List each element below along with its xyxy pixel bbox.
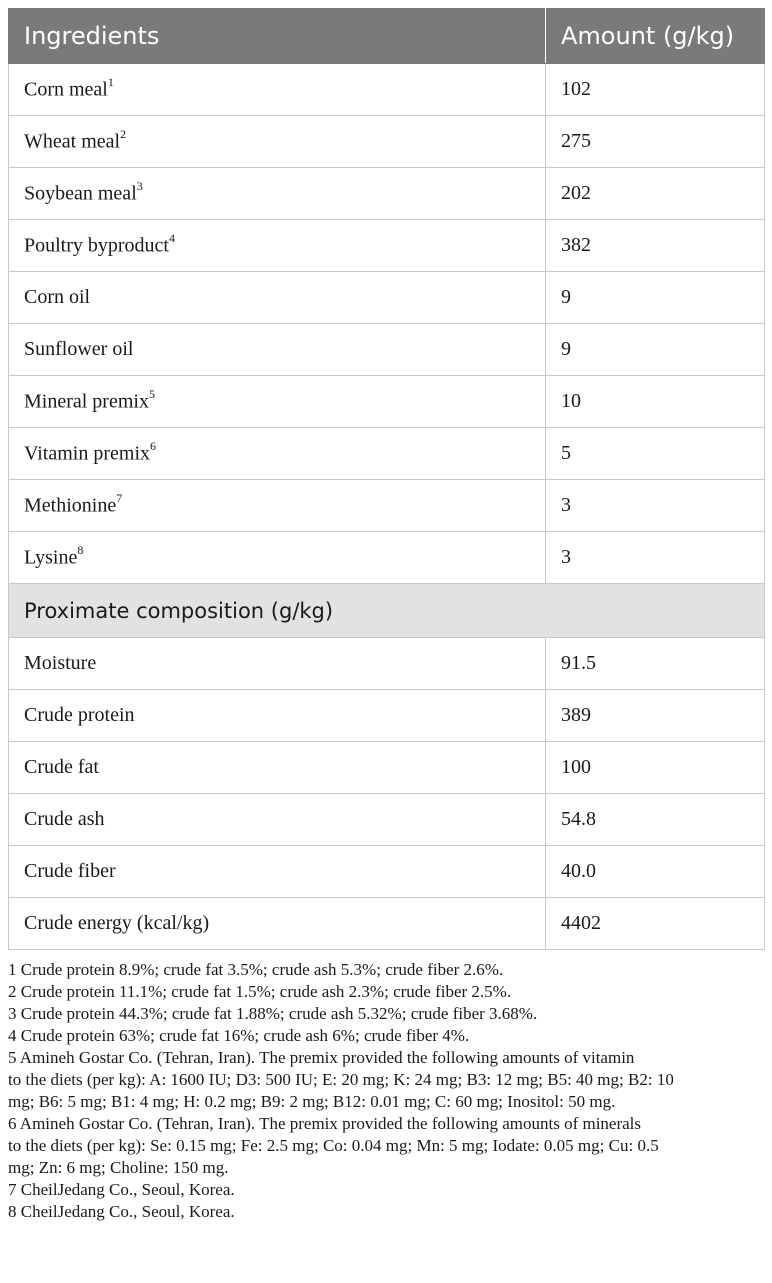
table-row [9, 480, 765, 532]
table-row [9, 324, 765, 376]
header-ingredients: Ingredients [9, 9, 546, 64]
footnote-5-line: mg; B6: 5 mg; B1: 4 mg; H: 0.2 mg; B9: 2 mg; B12: 0.01 mg; C: 60 mg; Inositol: 50 mg. [8, 1092, 616, 1111]
footnote-5 [8, 1047, 768, 1113]
composition-amount: 4402 [546, 898, 765, 950]
ingredient-amount: 382 [546, 220, 765, 272]
footnote-6-line: 6 Amineh Gostar Co. (Tehran, Iran). The premix provided the following amounts of minerals [8, 1114, 642, 1133]
ingredient-amount: 202 [546, 168, 765, 220]
table-row [9, 846, 765, 898]
ingredient-name: Mineral premix$^5$ [9, 376, 546, 428]
ingredient-name: Soybean meal$^3$ [9, 168, 546, 220]
table-row [9, 168, 765, 220]
diet-composition-table [8, 8, 765, 950]
ingredient-name: Poultry byproduct$^4$ [9, 220, 546, 272]
table-row [9, 220, 765, 272]
ingredient-name: Vitamin premix$^6$ [9, 428, 546, 480]
composition-amount: 40.0 [546, 846, 765, 898]
footnote-8: 8 CheilJedang Co., Seoul, Korea. [8, 1202, 235, 1221]
ingredient-name: Sunflower oil [9, 324, 546, 376]
composition-amount: 389 [546, 690, 765, 742]
footnote-6-line: mg; Zn: 6 mg; Choline: 150 mg. [8, 1158, 229, 1177]
table-row [9, 742, 765, 794]
footnote-6 [8, 1113, 768, 1179]
table-row [9, 532, 765, 584]
composition-amount: 100 [546, 742, 765, 794]
footnote-4: 4 Crude protein 63%; crude fat 16%; crude ash 6%; crude fiber 4%. [8, 1026, 470, 1045]
table-row [9, 116, 765, 168]
table-row [9, 690, 765, 742]
table-row [9, 794, 765, 846]
footnote-5-line: 5 Amineh Gostar Co. (Tehran, Iran). The premix provided the following amounts of vitamin [8, 1048, 635, 1067]
ingredient-name: Wheat meal$^2$ [9, 116, 546, 168]
section-header-row [9, 584, 765, 638]
composition-name: Crude energy (kcal/kg) [9, 898, 546, 950]
table-row [9, 898, 765, 950]
composition-name: Crude protein [9, 690, 546, 742]
section-title: Proximate composition (g/kg) [9, 584, 765, 638]
ingredient-name: Methionine$^7$ [9, 480, 546, 532]
ingredient-amount: 5 [546, 428, 765, 480]
ingredient-amount: 9 [546, 272, 765, 324]
ingredient-name: Lysine$^8$ [9, 532, 546, 584]
composition-amount: 54.8 [546, 794, 765, 846]
footnote-5-line: to the diets (per kg): A: 1600 IU; D3: 500 IU; E: 20 mg; K: 24 mg; B3: 12 mg; B5: 40 mg; B2: 10 [8, 1070, 674, 1089]
ingredient-name: Corn meal$^1$ [9, 64, 546, 116]
footnote-6-line: to the diets (per kg): Se: 0.15 mg; Fe: 2.5 mg; Co: 0.04 mg; Mn: 5 mg; Iodate: 0.05 mg; Cu: 0.5 [8, 1136, 659, 1155]
table-row [9, 428, 765, 480]
ingredient-amount: 3 [546, 480, 765, 532]
composition-name: Moisture [9, 638, 546, 690]
composition-name: Crude fat [9, 742, 546, 794]
ingredient-amount: 10 [546, 376, 765, 428]
header-amount: Amount (g/kg) [546, 9, 765, 64]
table-row [9, 64, 765, 116]
footnote-2: 2 Crude protein 11.1%; crude fat 1.5%; crude ash 2.3%; crude fiber 2.5%. [8, 982, 512, 1001]
composition-name: Crude ash [9, 794, 546, 846]
ingredient-amount: 3 [546, 532, 765, 584]
footnotes [8, 959, 768, 1223]
ingredient-amount: 102 [546, 64, 765, 116]
footnote-3: 3 Crude protein 44.3%; crude fat 1.88%; crude ash 5.32%; crude fiber 3.68%. [8, 1004, 538, 1023]
table-row [9, 376, 765, 428]
composition-amount: 91.5 [546, 638, 765, 690]
table-header-row [9, 9, 765, 64]
ingredient-amount: 9 [546, 324, 765, 376]
footnote-1: 1 Crude protein 8.9%; crude fat 3.5%; crude ash 5.3%; crude fiber 2.6%. [8, 960, 504, 979]
table-row [9, 638, 765, 690]
footnote-7: 7 CheilJedang Co., Seoul, Korea. [8, 1180, 235, 1199]
table-row [9, 272, 765, 324]
ingredient-amount: 275 [546, 116, 765, 168]
ingredient-name: Corn oil [9, 272, 546, 324]
composition-name: Crude fiber [9, 846, 546, 898]
